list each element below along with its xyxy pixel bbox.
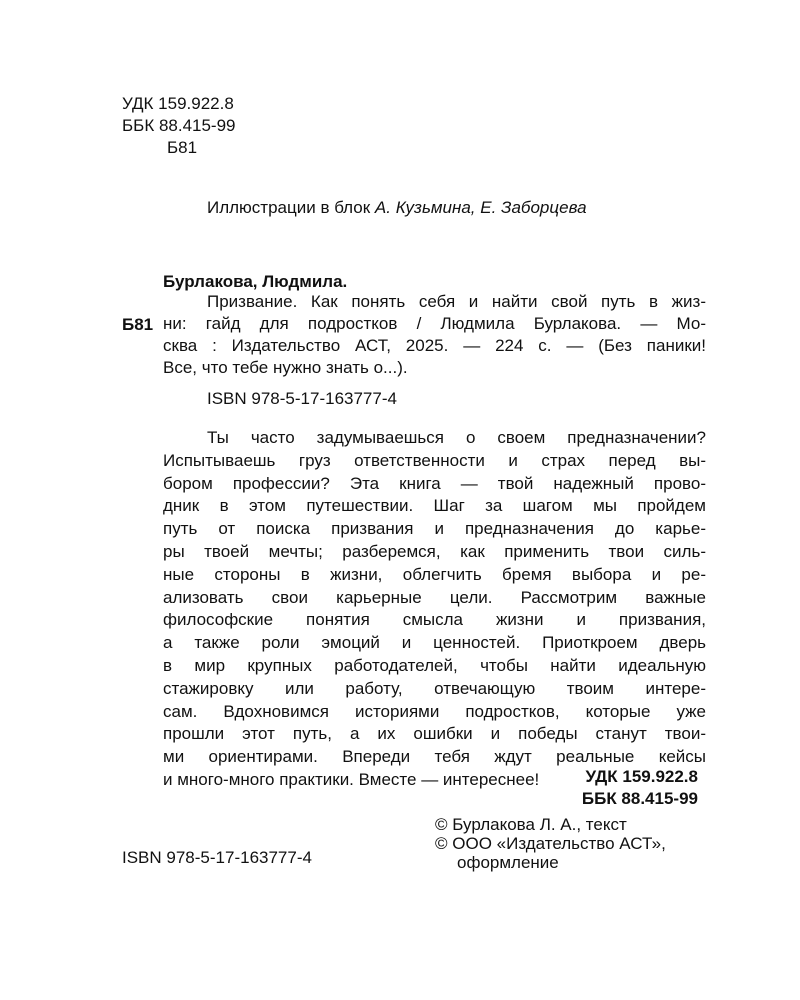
isbn-top: ISBN 978-5-17-163777-4	[207, 389, 397, 408]
annotation-line: прошли этот путь, а их ошибки и победы станут твои-	[163, 724, 706, 744]
copyright-block	[435, 815, 666, 872]
annotation-line: сам. Вдохновимся историями подростков, которые уже	[163, 701, 706, 721]
annotation-line: ализовать свои карьерные цели. Рассмотрим важные	[163, 587, 706, 607]
bbk-code: ББК 88.415-99	[122, 116, 236, 135]
udk-code: УДК 159.922.8	[122, 94, 234, 113]
annotation-line: в мир крупных работодателей, чтобы найти идеальную	[163, 655, 706, 675]
annotation-line: а также роли эмоций и ценностей. Приоткроем дверь	[163, 633, 706, 653]
annotation-line: Ты часто задумываешься о своем предназначении?	[207, 428, 706, 447]
classification-block	[122, 93, 236, 159]
author-heading: Бурлакова, Людмила.	[163, 272, 348, 291]
udk-code-right: УДК 159.922.8	[585, 767, 698, 786]
illustrations-artists: А. Кузьмина, Е. Заборцева	[374, 198, 587, 217]
bib-line: Призвание. Как понять себя и найти свой путь в жиз-	[207, 292, 706, 311]
copyright-author: © Бурлакова Л. А., текст	[435, 815, 627, 834]
annotation-line: дник в этом путешествии. Шаг за шагом мы пройдем	[163, 496, 706, 516]
annotation-line: философские понятия смысла жизни и призвания,	[163, 610, 706, 630]
classification-block-right	[558, 766, 698, 810]
annotation-line: ры твоей мечты; разберемся, как применить твои силь-	[163, 541, 706, 561]
annotation-line: ные стороны в жизни, облегчить бремя выбора и ре-	[163, 564, 706, 584]
author-mark: Б81	[167, 138, 198, 157]
annotation-line: путь от поиска призвания и предназначения до карье-	[163, 519, 706, 539]
annotation-line: и много-много практики. Вместе — интереснее!	[163, 769, 540, 789]
bib-line: Все, что тебе нужно знать о...).	[163, 358, 408, 377]
illustrations-prefix: Иллюстрации в блок	[207, 198, 375, 217]
annotation-line: стажировку или работу, отвечающую твоим интере-	[163, 678, 706, 698]
bib-line: сква : Издательство АСТ, 2025. — 224 с. — (Без паники!	[163, 336, 706, 355]
annotation-line: бором профессии? Эта книга — твой надежный прово-	[163, 473, 706, 493]
bibliographic-description	[163, 291, 706, 379]
annotation-line: Испытываешь груз ответственности и страх перед вы-	[163, 450, 706, 470]
illustrations-credit	[207, 197, 587, 219]
bbk-code-right: ББК 88.415-99	[581, 789, 698, 808]
annotation	[163, 427, 706, 792]
annotation-line: ми ориентирами. Впереди тебя ждут реальные кейсы	[163, 747, 706, 767]
author-code-mark: Б81	[122, 315, 154, 334]
bib-line: ни: гайд для подростков / Людмила Бурлакова. — Мо-	[163, 314, 706, 333]
isbn-bottom: ISBN 978-5-17-163777-4	[122, 848, 312, 867]
copyright-design: оформление	[457, 853, 559, 872]
copyright-publisher: © ООО «Издательство АСТ»,	[435, 834, 666, 853]
